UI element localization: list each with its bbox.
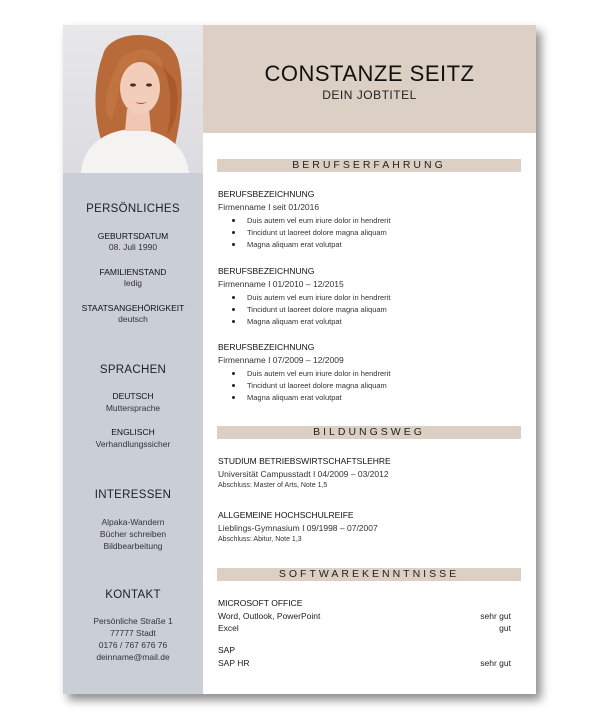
- education-entry-institution: Universität Campusstadt I 04/2009 – 03/2012: [218, 469, 389, 479]
- bullet-item: Duis autem vel eum iriure dolor in hendrerit: [218, 368, 518, 380]
- job-entry: [218, 189, 518, 251]
- software-group-title: SAP: [218, 645, 236, 655]
- job-title: DEIN JOBTITEL: [322, 88, 417, 102]
- software-level: sehr gut: [480, 658, 511, 668]
- bullet-item: Tincidunt ut laoreet dolore magna aliquam: [218, 380, 518, 392]
- contact-city: 77777 Stadt: [110, 628, 156, 638]
- bullet-item: Magna aliquam erat volutpat: [218, 392, 518, 404]
- job-entry-title: BERUFSBEZEICHNUNG: [218, 189, 315, 199]
- interest-item: Bildbearbeitung: [103, 541, 163, 551]
- bullet-item: Magna aliquam erat volutpat: [218, 316, 518, 328]
- contact-phone: 0176 / 767 676 76: [98, 640, 168, 650]
- software-row: [218, 622, 511, 634]
- language-label: DEUTSCH: [112, 391, 154, 401]
- education-entry: [218, 510, 518, 543]
- job-entry-company: Firmenname I seit 01/2016: [218, 202, 320, 212]
- nationality-label: STAATSANGEHÖRIGKEIT: [81, 303, 185, 313]
- job-entry-bullets: [218, 215, 518, 251]
- education-entry-institution: Lieblings-Gymnasium I 09/1998 – 07/2007: [218, 523, 378, 533]
- job-entry: [218, 342, 518, 404]
- software-name: Excel: [218, 623, 239, 633]
- software-level: gut: [499, 623, 511, 633]
- marital-status-label: FAMILIENSTAND: [99, 267, 167, 277]
- software-heading: SOFTWAREKENNTNISSE: [217, 568, 521, 581]
- software-group: [218, 598, 511, 634]
- bullet-item: Tincidunt ut laoreet dolore magna aliquam: [218, 304, 518, 316]
- bullet-item: Duis autem vel eum iriure dolor in hendrerit: [218, 215, 518, 227]
- language-level: Muttersprache: [105, 403, 161, 413]
- job-entry-company: Firmenname I 07/2009 – 12/2009: [218, 355, 344, 365]
- software-group: [218, 645, 511, 669]
- languages-heading: SPRACHEN: [99, 364, 167, 376]
- software-row: [218, 610, 511, 622]
- education-entry-degree: Abschluss: Master of Arts, Note 1,5: [218, 482, 328, 489]
- education-entry-title: STUDIUM BETRIEBSWIRTSCHAFTSLEHRE: [218, 456, 391, 466]
- birthdate-value: 08. Juli 1990: [108, 242, 158, 252]
- job-entry-company: Firmenname I 01/2010 – 12/2015: [218, 279, 344, 289]
- contact-street: Persönliche Straße 1: [93, 616, 173, 626]
- experience-heading: BERUFSERFAHRUNG: [217, 159, 521, 172]
- interest-item: Bücher schreiben: [99, 529, 167, 539]
- interests-heading: INTERESSEN: [94, 489, 172, 501]
- software-name: SAP HR: [218, 658, 250, 668]
- bullet-item: Magna aliquam erat volutpat: [218, 239, 518, 251]
- job-entry: [218, 266, 518, 328]
- contact-heading: KONTAKT: [105, 589, 161, 601]
- nationality-value: deutsch: [118, 314, 148, 324]
- education-entry-degree: Abschluss: Abitur, Note 1,3: [218, 536, 302, 543]
- language-label: ENGLISCH: [111, 427, 155, 437]
- cv-page: [63, 25, 536, 694]
- software-group-title: MICROSOFT OFFICE: [218, 598, 303, 608]
- job-entry-title: BERUFSBEZEICHNUNG: [218, 342, 315, 352]
- job-entry-bullets: [218, 368, 518, 404]
- job-entry-bullets: [218, 292, 518, 328]
- name-header: [203, 25, 536, 133]
- education-heading: BILDUNGSWEG: [217, 426, 521, 439]
- profile-photo: [63, 25, 203, 173]
- personal-heading: PERSÖNLICHES: [86, 203, 180, 215]
- software-name: Word, Outlook, PowerPoint: [218, 611, 321, 621]
- bullet-item: Tincidunt ut laoreet dolore magna aliquam: [218, 227, 518, 239]
- education-entry: [218, 456, 518, 489]
- marital-status-value: ledig: [124, 278, 142, 288]
- contact-email: deinname@mail.de: [96, 652, 170, 662]
- sidebar: [63, 25, 203, 694]
- software-level: sehr gut: [480, 611, 511, 621]
- language-level: Verhandlungssicher: [95, 439, 171, 449]
- bullet-item: Duis autem vel eum iriure dolor in hendrerit: [218, 292, 518, 304]
- person-name: CONSTANZE SEITZ: [264, 61, 475, 86]
- birthdate-label: GEBURTSDATUM: [97, 231, 169, 241]
- software-row: [218, 657, 511, 669]
- interest-item: Alpaka-Wandern: [101, 517, 165, 527]
- education-entry-title: ALLGEMEINE HOCHSCHULREIFE: [218, 510, 354, 520]
- job-entry-title: BERUFSBEZEICHNUNG: [218, 266, 315, 276]
